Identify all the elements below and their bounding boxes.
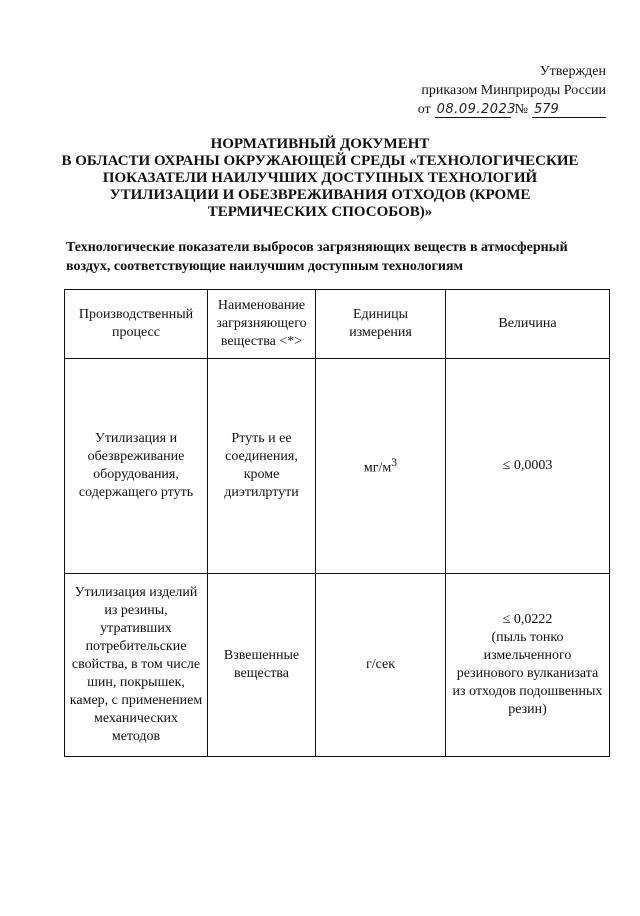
handwritten-date: 08.09.2023 bbox=[436, 102, 517, 117]
cell-value bbox=[446, 574, 610, 757]
cell-unit: г/сек bbox=[316, 574, 446, 757]
approval-line-order: приказом Минприроды России bbox=[421, 83, 606, 98]
table-caption: Технологические показатели выбросов загрязняющих веществ в атмосферный воздух, соответствующие наилучшим доступным технологиям bbox=[66, 240, 568, 274]
header-unit: Единицы измерения bbox=[316, 290, 446, 359]
title-line: ТЕРМИЧЕСКИХ СПОСОБОВ)» bbox=[207, 204, 433, 220]
unit-superscript: 3 bbox=[391, 456, 398, 470]
cell-process: Утилизация и обезвреживание оборудования, содержащего ртуть bbox=[65, 359, 208, 574]
approval-line-number bbox=[418, 100, 606, 119]
table-row bbox=[65, 359, 610, 574]
approval-block bbox=[418, 62, 606, 119]
document-title bbox=[40, 136, 600, 221]
title-line: НОРМАТИВНЫЙ ДОКУМЕНТ bbox=[210, 136, 430, 152]
table-row bbox=[65, 574, 610, 757]
header-process: Производственный процесс bbox=[65, 290, 208, 359]
header-substance: Наименование загрязняющего вещества <*> bbox=[208, 290, 316, 359]
unit-base: мг/м bbox=[363, 460, 392, 476]
handwritten-number: 579 bbox=[532, 102, 606, 118]
title-line: ПОКАЗАТЕЛИ НАИЛУЧШИХ ДОСТУПНЫХ ТЕХНОЛОГИЙ bbox=[102, 170, 538, 186]
approval-number-sign: № bbox=[514, 102, 528, 117]
value-number: ≤ 0,0222 bbox=[502, 612, 553, 627]
indicators-table bbox=[64, 289, 610, 757]
title-line: В ОБЛАСТИ ОХРАНЫ ОКРУЖАЮЩЕЙ СРЕДЫ «ТЕХНОЛОГИЧЕСКИЕ bbox=[61, 153, 579, 169]
cell-process: Утилизация изделий из резины, утративших потребительские свойства, в том числе шин, покрышек, камер, с применением механических методов bbox=[65, 574, 208, 757]
approval-from-label: от bbox=[417, 102, 431, 117]
cell-unit bbox=[316, 359, 446, 574]
title-line: УТИЛИЗАЦИИ И ОБЕЗВРЕЖИВАНИЯ ОТХОДОВ (КРОМЕ bbox=[109, 187, 531, 203]
cell-value: ≤ 0,0003 bbox=[446, 359, 610, 574]
cell-substance: Ртуть и ее соединения, кроме диэтилртути bbox=[208, 359, 316, 574]
value-note: (пыль тонко измельченного резинового вулканизата из отходов подошвенных резин) bbox=[452, 630, 603, 717]
approval-line-approved: Утвержден bbox=[539, 64, 606, 79]
cell-substance: Взвешенные вещества bbox=[208, 574, 316, 757]
header-value: Величина bbox=[446, 290, 610, 359]
table-header-row bbox=[65, 290, 610, 359]
